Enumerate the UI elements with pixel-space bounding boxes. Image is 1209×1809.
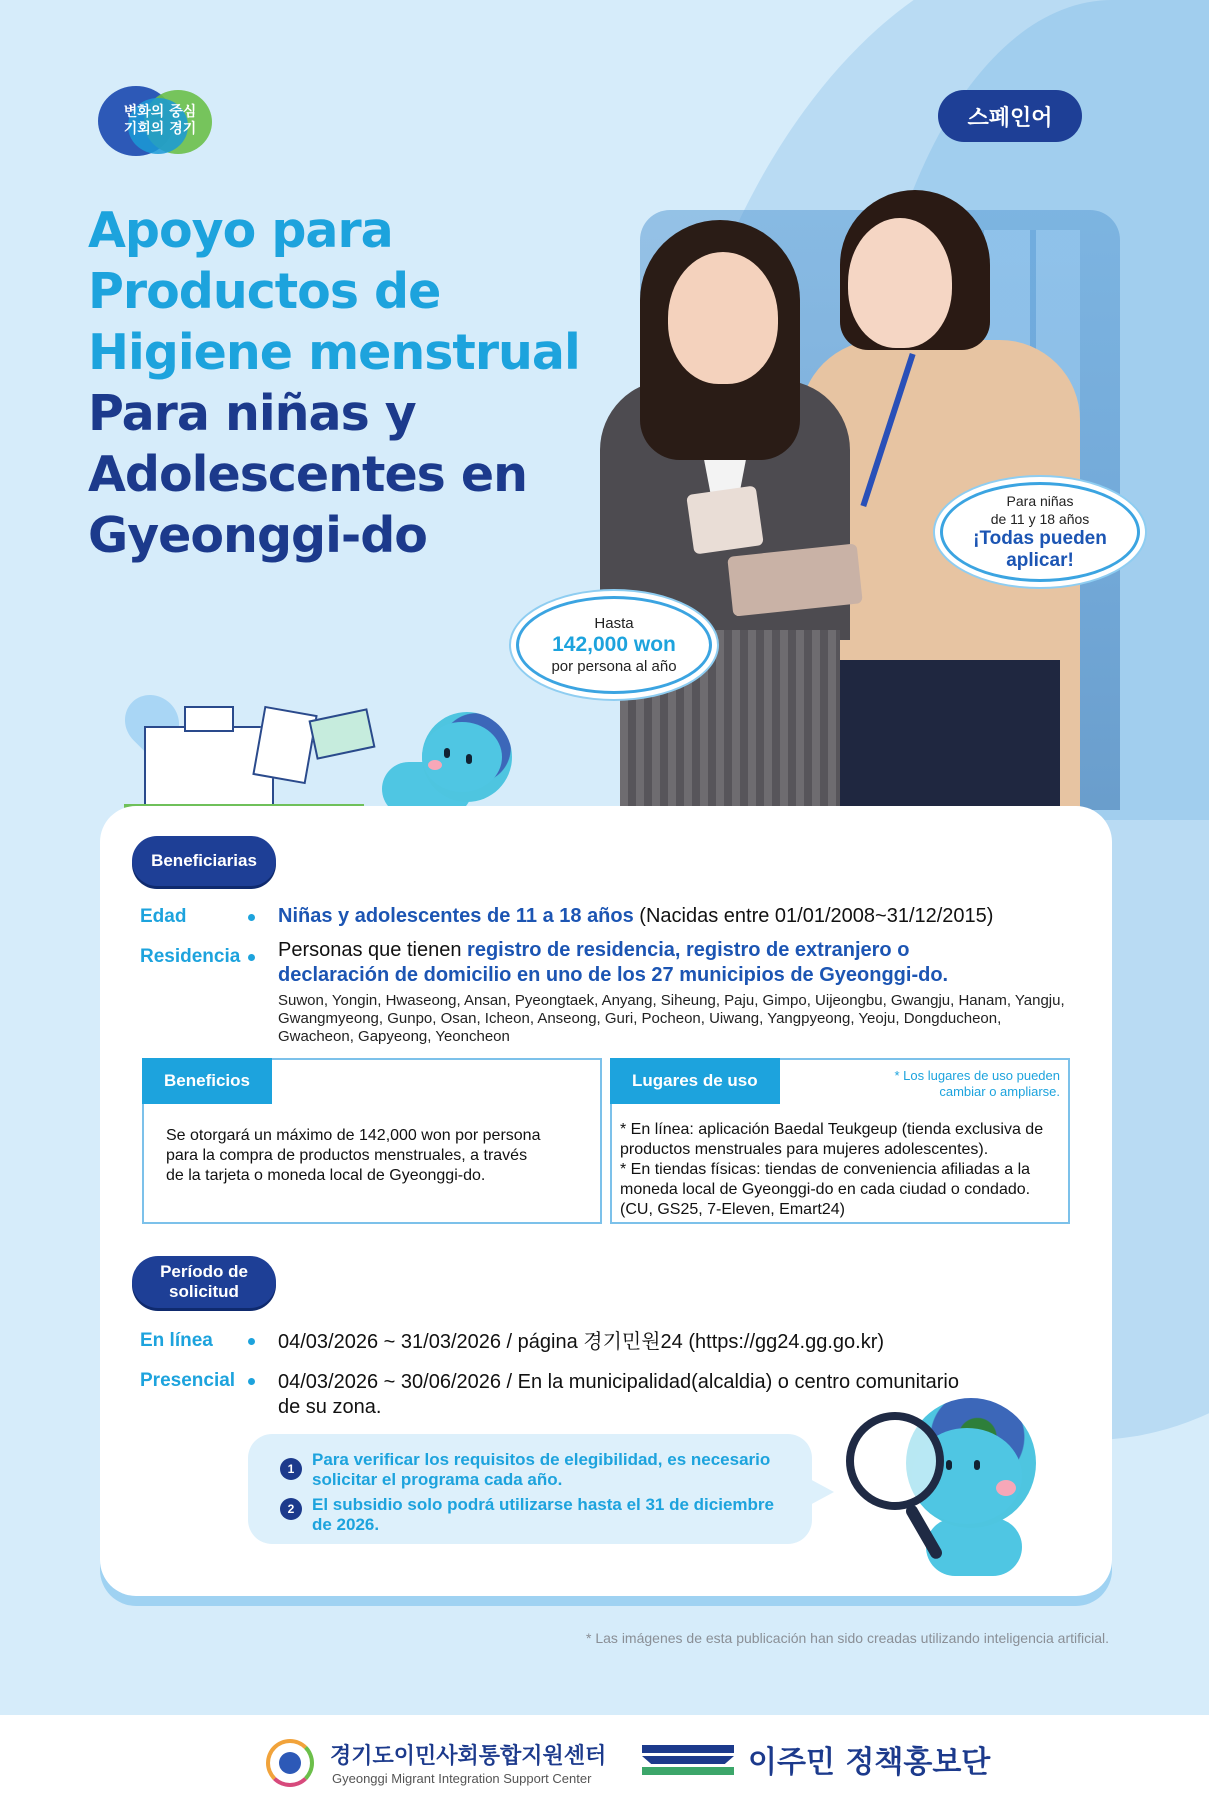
gyeonggi-logo [98, 86, 220, 156]
presencial-value: 04/03/2026 ~ 30/06/2026 / En la municipalidad(alcaldia) o centro comunitario de su zona. [278, 1371, 959, 1418]
edad-value [278, 904, 1078, 929]
eligibility-bubble-line3: ¡Todas pueden [973, 528, 1107, 549]
footer-org-ko: 경기도이민사회통합지원센터 [330, 1744, 607, 1769]
language-badge: 스페인어 [938, 90, 1082, 142]
eligibility-bubble-line4: aplicar! [1006, 550, 1074, 571]
beneficiarias-heading: Beneficiarias [132, 836, 276, 886]
edad-rest: (Nacidas entre 01/01/2008~31/12/2015) [633, 905, 994, 927]
presencial-label: Presencial [140, 1370, 236, 1391]
footer-brand: 이주민 정책홍보단 [748, 1745, 991, 1780]
lugares-box [610, 1058, 1070, 1224]
lugares-note: * Los lugares de uso pueden cambiar o ampliarse. [894, 1068, 1060, 1099]
residencia-pre: Personas que tienen [278, 939, 468, 961]
title-line-4: Para niñas y [88, 385, 416, 442]
eligibility-bubble-line1: Para niñas [1006, 493, 1074, 509]
school-illustration [124, 696, 374, 808]
footer-org-en: Gyeonggi Migrant Integration Support Center [332, 1771, 592, 1786]
logo-text-line2: 기회의 경기 [123, 121, 197, 137]
periodo-heading-line1: Período de [160, 1262, 248, 1281]
migrant-center-logo-icon [266, 1739, 314, 1787]
logo-text-line1: 변화의 중심 [123, 104, 197, 120]
note-number-2: 2 [280, 1498, 302, 1520]
title-line-5: Adolescentes en [88, 446, 528, 503]
lugares-online: * En línea: aplicación Baedal Teukgeup (tienda exclusiva de productos menstruales para mujeres adolescentes). [620, 1121, 1044, 1158]
earth-mascot-icon [382, 712, 512, 816]
title-line-3: Higiene menstrual [88, 324, 580, 381]
municipalities-list: Suwon, Yongin, Hwaseong, Ansan, Pyeongtaek, Anyang, Siheung, Paju, Gimpo, Uijeongbu, Gwangju, Hanam, Yangju, Gwangmyeong, Gunpo, Osan, Icheon, Anseong, Guri, Pocheon, Uiwang, Yangpyeong, Yeoju, Dongducheon, Gwacheon, Gapyeong, Yeoncheon [278, 992, 1065, 1045]
amount-bubble-top: Hasta [594, 615, 634, 632]
eligibility-bubble [940, 482, 1140, 582]
card-icon [308, 708, 375, 760]
online-value: 04/03/2026 ~ 31/03/2026 / página 경기민원24 (https://gg24.gg.go.kr) [278, 1331, 885, 1353]
beneficios-heading: Beneficios [142, 1058, 272, 1104]
footer [0, 1715, 1209, 1809]
note-number-1: 1 [280, 1458, 302, 1480]
residencia-highlight: registro de residencia, registro de extranjero o declaración de domicilio en uno de los 27 municipios de Gyeonggi-do. [278, 939, 949, 986]
amount-bubble [516, 596, 712, 694]
residencia-label: Residencia [140, 946, 241, 967]
amount-bubble-bottom: por persona al año [551, 658, 677, 675]
bullet-dot [248, 954, 255, 961]
page-title [88, 200, 648, 566]
bullet-dot [248, 914, 255, 921]
bullet-dot [248, 1338, 255, 1345]
title-line-1: Apoyo para [88, 202, 393, 259]
bullet-dot [248, 1378, 255, 1385]
note-2: El subsidio solo podrá utilizarse hasta el 31 de diciembre de 2026. [312, 1495, 774, 1534]
periodo-heading-line2: solicitud [169, 1282, 239, 1301]
amount-bubble-amount: 142,000 won [552, 633, 676, 656]
brand-stripes-icon [642, 1745, 734, 1775]
beneficios-text: Se otorgará un máximo de 142,000 won por persona para la compra de productos menstruales, a través de la tarjeta o moneda local de Gyeonggi-do. [166, 1127, 541, 1184]
note-1: Para verificar los requisitos de elegibilidad, es necesario solicitar el programa cada año. [312, 1450, 771, 1489]
edad-highlight: Niñas y adolescentes de 11 a 18 años [278, 905, 634, 927]
gift-box-icon [686, 485, 764, 554]
magnifying-glass-icon [846, 1412, 944, 1510]
magnifier-mascot-icon [846, 1398, 1036, 1576]
online-label: En línea [140, 1330, 213, 1351]
paper-icon [252, 706, 317, 784]
lugares-stores: * En tiendas físicas: tiendas de conveniencia afiliadas a la moneda local de Gyeonggi-do en cada ciudad o condado. (CU, GS25, 7-Eleven, Emart24) [620, 1161, 1031, 1218]
title-line-6: Gyeonggi-do [88, 507, 427, 564]
periodo-heading [132, 1256, 276, 1308]
lugares-text [620, 1120, 1064, 1220]
beneficios-box [142, 1058, 602, 1224]
lugares-heading: Lugares de uso [610, 1058, 780, 1104]
residencia-value [278, 938, 1018, 988]
edad-label: Edad [140, 906, 187, 927]
ai-disclaimer: * Las imágenes de esta publicación han sido creadas utilizando inteligencia artificial. [586, 1630, 1109, 1646]
eligibility-bubble-line2: de 11 y 18 años [990, 511, 1090, 527]
title-line-2: Productos de [88, 263, 441, 320]
